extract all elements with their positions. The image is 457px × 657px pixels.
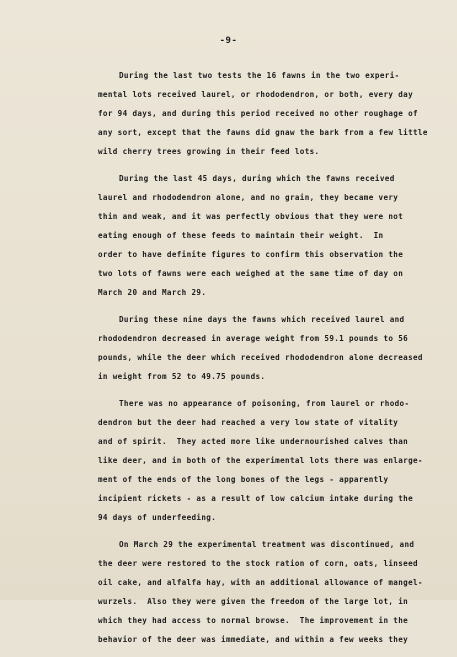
paragraph-2 bbox=[0, 169, 457, 302]
text-line: which they had access to normal browse. The improvement in the bbox=[98, 616, 409, 625]
text-line: like deer, and in both of the experimental lots there was enlarge- bbox=[98, 456, 423, 465]
text-line: any sort, except that the fawns did gnaw the bark from a few little bbox=[98, 128, 428, 137]
text-line: two lots of fawns were each weighed at the same time of day on bbox=[98, 269, 404, 278]
text-line: dendron but the deer had reached a very low state of vitality bbox=[98, 418, 399, 427]
text-line: ment of the ends of the long bones of the legs - apparently bbox=[98, 475, 389, 484]
paragraph-1 bbox=[0, 66, 457, 161]
text-line: laurel and rhododendron alone, and no grain, they became very bbox=[98, 193, 399, 202]
text-line: eating enough of these feeds to maintain their weight. In bbox=[98, 231, 384, 240]
text-line: rhododendron decreased in average weight from 59.1 pounds to 56 bbox=[98, 334, 409, 343]
text-line: in weight from 52 to 49.75 pounds. bbox=[98, 372, 266, 381]
text-line: During the last two tests the 16 fawns in the two experi- bbox=[119, 71, 400, 80]
paragraph-5 bbox=[0, 535, 457, 649]
text-line: 94 days of underfeeding. bbox=[98, 513, 217, 522]
text-line: pounds, while the deer which received rhododendron alone decreased bbox=[98, 353, 423, 362]
text-line: mental lots received laurel, or rhododendron, or both, every day bbox=[98, 90, 413, 99]
text-line: the deer were restored to the stock ration of corn, oats, linseed bbox=[98, 559, 418, 568]
body-text bbox=[0, 66, 457, 657]
text-line: wurzels. Also they were given the freedom of the large lot, in bbox=[98, 597, 409, 606]
text-line: incipient rickets - as a result of low calcium intake during the bbox=[98, 494, 413, 503]
text-line: behavior of the deer was immediate, and within a few weeks they bbox=[98, 635, 409, 644]
text-line: and of spirit. They acted more like undernourished calves than bbox=[98, 437, 409, 446]
text-line: for 94 days, and during this period received no other roughage of bbox=[98, 109, 418, 118]
text-line: March 20 and March 29. bbox=[98, 288, 207, 297]
text-line: On March 29 the experimental treatment was discontinued, and bbox=[119, 540, 415, 549]
page-number: -9- bbox=[219, 36, 238, 46]
text-line: oil cake, and alfalfa hay, with an additional allowance of mangel- bbox=[98, 578, 423, 587]
text-line: During these nine days the fawns which received laurel and bbox=[119, 315, 405, 324]
text-line: thin and weak, and it was perfectly obvious that they were not bbox=[98, 212, 404, 221]
text-line: During the last 45 days, during which the fawns received bbox=[119, 174, 395, 183]
text-line: There was no appearance of poisoning, from laurel or rhodo- bbox=[119, 399, 410, 408]
paragraph-3 bbox=[0, 310, 457, 386]
paragraph-4 bbox=[0, 394, 457, 527]
text-line: order to have definite figures to confirm this observation the bbox=[98, 250, 404, 259]
text-line: wild cherry trees growing in their feed lots. bbox=[98, 147, 320, 156]
